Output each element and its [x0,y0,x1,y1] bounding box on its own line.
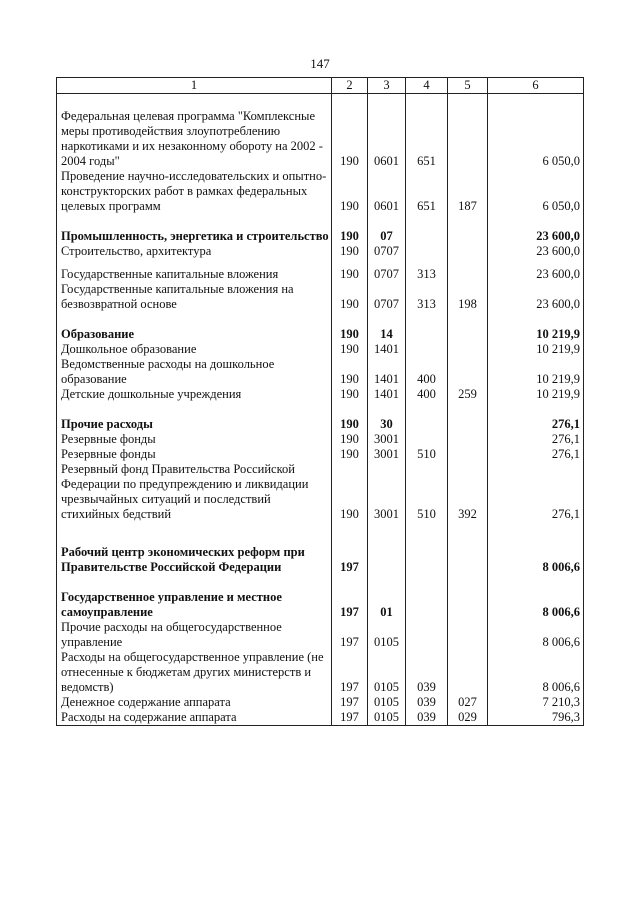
spacer-row [57,214,584,229]
column-2-code: 190 [332,417,368,432]
spacer-row [57,575,584,590]
table-row [57,282,584,312]
amount: 23 600,0 [488,229,584,244]
spacer-cell [488,575,584,590]
item-name: Денежное содержание аппарата [57,695,332,710]
header-col-1: 1 [57,78,332,94]
spacer-cell [332,259,368,267]
amount: 8 006,6 [488,545,584,575]
amount: 8 006,6 [488,590,584,620]
column-4-code: 313 [406,267,448,282]
column-2-code: 190 [332,387,368,402]
item-name: Государственные капитальные вложения [57,267,332,282]
spacer-cell [406,259,448,267]
spacer-cell [488,522,584,537]
spacer-cell [406,94,448,110]
item-name: Ведомственные расходы на дошкольное образование [57,357,332,387]
spacer-row [57,259,584,267]
amount: 23 600,0 [488,244,584,259]
spacer-cell [57,522,332,537]
column-2-code: 190 [332,357,368,387]
spacer-cell [332,402,368,417]
item-name: Дошкольное образование [57,342,332,357]
spacer-cell [448,214,488,229]
spacer-cell [332,575,368,590]
item-name: Прочие расходы на общегосударственное управление [57,620,332,650]
column-2-code: 190 [332,447,368,462]
column-5-code [448,109,488,169]
table-row [57,710,584,726]
amount: 6 050,0 [488,109,584,169]
column-3-code: 0707 [368,282,406,312]
column-2-code: 190 [332,109,368,169]
table-row [57,387,584,402]
item-name: Расходы на содержание аппарата [57,710,332,726]
spacer-cell [488,537,584,545]
spacer-cell [488,402,584,417]
spacer-cell [448,575,488,590]
table-row [57,229,584,244]
column-4-code: 510 [406,462,448,522]
amount: 10 219,9 [488,342,584,357]
column-2-code: 190 [332,327,368,342]
column-5-code [448,267,488,282]
spacer-cell [368,94,406,110]
column-4-code: 651 [406,169,448,214]
column-3-code: 30 [368,417,406,432]
column-2-code: 190 [332,267,368,282]
column-4-code: 510 [406,447,448,462]
column-3-code: 3001 [368,432,406,447]
item-name: Прочие расходы [57,417,332,432]
column-3-code: 0105 [368,650,406,695]
column-5-code [448,620,488,650]
column-5-code [448,357,488,387]
spacer-cell [57,214,332,229]
column-5-code: 027 [448,695,488,710]
column-5-code [448,342,488,357]
spacer-cell [448,537,488,545]
spacer-cell [332,522,368,537]
column-2-code: 190 [332,169,368,214]
spacer-cell [57,402,332,417]
item-name: Строительство, архитектура [57,244,332,259]
table-row [57,327,584,342]
item-name: Рабочий центр экономических реформ при Правительстве Российской Федерации [57,545,332,575]
column-4-code: 313 [406,282,448,312]
column-3-code: 0105 [368,695,406,710]
table-row [57,342,584,357]
table-row [57,244,584,259]
table-row [57,590,584,620]
spacer-cell [406,402,448,417]
column-4-code: 039 [406,710,448,726]
column-5-code [448,244,488,259]
budget-table [56,77,584,726]
item-name: Федеральная целевая программа "Комплексные меры противодействия злоупотреблению наркотиками и их незаконному обороту на 2002 - 2004 годы" [57,109,332,169]
table-row [57,650,584,695]
column-3-code: 01 [368,590,406,620]
amount: 10 219,9 [488,357,584,387]
column-4-code: 400 [406,357,448,387]
column-4-code: 039 [406,650,448,695]
header-col-6: 6 [488,78,584,94]
column-2-code: 197 [332,620,368,650]
column-5-code [448,417,488,432]
column-4-code: 651 [406,109,448,169]
table-row [57,169,584,214]
item-name: Резервный фонд Правительства Российской Федерации по предупреждению и ликвидации чрезвычайных ситуаций и последствий стихийных бедствий [57,462,332,522]
spacer-cell [57,259,332,267]
spacer-cell [368,575,406,590]
amount: 276,1 [488,447,584,462]
spacer-cell [448,94,488,110]
spacer-cell [406,312,448,327]
column-2-code: 197 [332,545,368,575]
amount: 10 219,9 [488,387,584,402]
column-4-code: 400 [406,387,448,402]
column-5-code [448,545,488,575]
spacer-cell [488,259,584,267]
spacer-cell [332,537,368,545]
header-col-4: 4 [406,78,448,94]
table-row [57,432,584,447]
column-5-code [448,590,488,620]
column-2-code: 190 [332,244,368,259]
column-3-code: 3001 [368,447,406,462]
spacer-cell [488,214,584,229]
column-2-code: 190 [332,432,368,447]
column-3-code: 0105 [368,710,406,726]
amount: 6 050,0 [488,169,584,214]
amount: 23 600,0 [488,267,584,282]
item-name: Резервные фонды [57,432,332,447]
column-4-code [406,342,448,357]
column-5-code [448,229,488,244]
header-col-3: 3 [368,78,406,94]
amount: 796,3 [488,710,584,726]
column-3-code: 0707 [368,267,406,282]
table-row [57,417,584,432]
column-4-code [406,229,448,244]
spacer-cell [57,312,332,327]
spacer-cell [368,537,406,545]
column-4-code [406,620,448,650]
spacer-cell [368,402,406,417]
page-number: 147 [310,56,330,71]
header-row [57,78,584,94]
table-row [57,695,584,710]
column-3-code: 0601 [368,109,406,169]
spacer-cell [332,214,368,229]
column-2-code: 190 [332,282,368,312]
spacer-cell [57,94,332,110]
column-2-code: 197 [332,695,368,710]
spacer-cell [406,522,448,537]
item-name: Промышленность, энергетика и строительство [57,229,332,244]
amount: 8 006,6 [488,650,584,695]
column-5-code: 187 [448,169,488,214]
amount: 276,1 [488,432,584,447]
column-2-code: 190 [332,229,368,244]
column-4-code [406,590,448,620]
spacer-row [57,402,584,417]
column-4-code [406,417,448,432]
spacer-cell [448,259,488,267]
header-col-5: 5 [448,78,488,94]
table-row [57,462,584,522]
column-3-code: 0707 [368,244,406,259]
table-row [57,109,584,169]
spacer-cell [406,575,448,590]
table-row [57,267,584,282]
table-row [57,545,584,575]
spacer-row [57,522,584,537]
column-3-code: 0105 [368,620,406,650]
amount: 276,1 [488,462,584,522]
spacer-cell [368,214,406,229]
column-3-code: 3001 [368,462,406,522]
column-5-code: 259 [448,387,488,402]
item-name: Расходы на общегосударственное управление (не отнесенные к бюджетам других министерств и ведомств) [57,650,332,695]
column-5-code [448,447,488,462]
column-3-code: 0601 [368,169,406,214]
spacer-cell [332,94,368,110]
column-2-code: 197 [332,650,368,695]
spacer-cell [368,522,406,537]
item-name: Детские дошкольные учреждения [57,387,332,402]
column-3-code: 14 [368,327,406,342]
spacer-cell [488,94,584,110]
column-2-code: 190 [332,342,368,357]
column-5-code [448,650,488,695]
item-name: Образование [57,327,332,342]
column-2-code: 190 [332,462,368,522]
amount: 8 006,6 [488,620,584,650]
column-4-code [406,432,448,447]
table-row [57,447,584,462]
spacer-cell [448,522,488,537]
amount: 7 210,3 [488,695,584,710]
header-col-2: 2 [332,78,368,94]
column-5-code: 392 [448,462,488,522]
column-5-code: 029 [448,710,488,726]
column-3-code: 07 [368,229,406,244]
table-row [57,620,584,650]
amount: 276,1 [488,417,584,432]
column-5-code [448,327,488,342]
column-2-code: 197 [332,590,368,620]
spacer-cell [332,312,368,327]
spacer-cell [488,312,584,327]
column-3-code: 1401 [368,387,406,402]
item-name: Резервные фонды [57,447,332,462]
spacer-cell [368,312,406,327]
spacer-row [57,312,584,327]
column-4-code: 039 [406,695,448,710]
spacer-cell [406,537,448,545]
spacer-row [57,94,584,110]
spacer-cell [406,214,448,229]
spacer-cell [448,402,488,417]
amount: 23 600,0 [488,282,584,312]
spacer-cell [368,259,406,267]
spacer-cell [57,537,332,545]
spacer-cell [57,575,332,590]
column-2-code: 197 [332,710,368,726]
column-3-code: 1401 [368,342,406,357]
column-3-code: 1401 [368,357,406,387]
item-name: Проведение научно-исследовательских и опытно-конструкторских работ в рамках федеральных целевых программ [57,169,332,214]
spacer-row [57,537,584,545]
table-row [57,357,584,387]
amount: 10 219,9 [488,327,584,342]
column-4-code [406,545,448,575]
table-body [57,94,584,726]
column-5-code: 198 [448,282,488,312]
item-name: Государственное управление и местное самоуправление [57,590,332,620]
item-name: Государственные капитальные вложения на безвозвратной основе [57,282,332,312]
column-3-code [368,545,406,575]
column-5-code [448,432,488,447]
column-4-code [406,327,448,342]
column-4-code [406,244,448,259]
spacer-cell [448,312,488,327]
